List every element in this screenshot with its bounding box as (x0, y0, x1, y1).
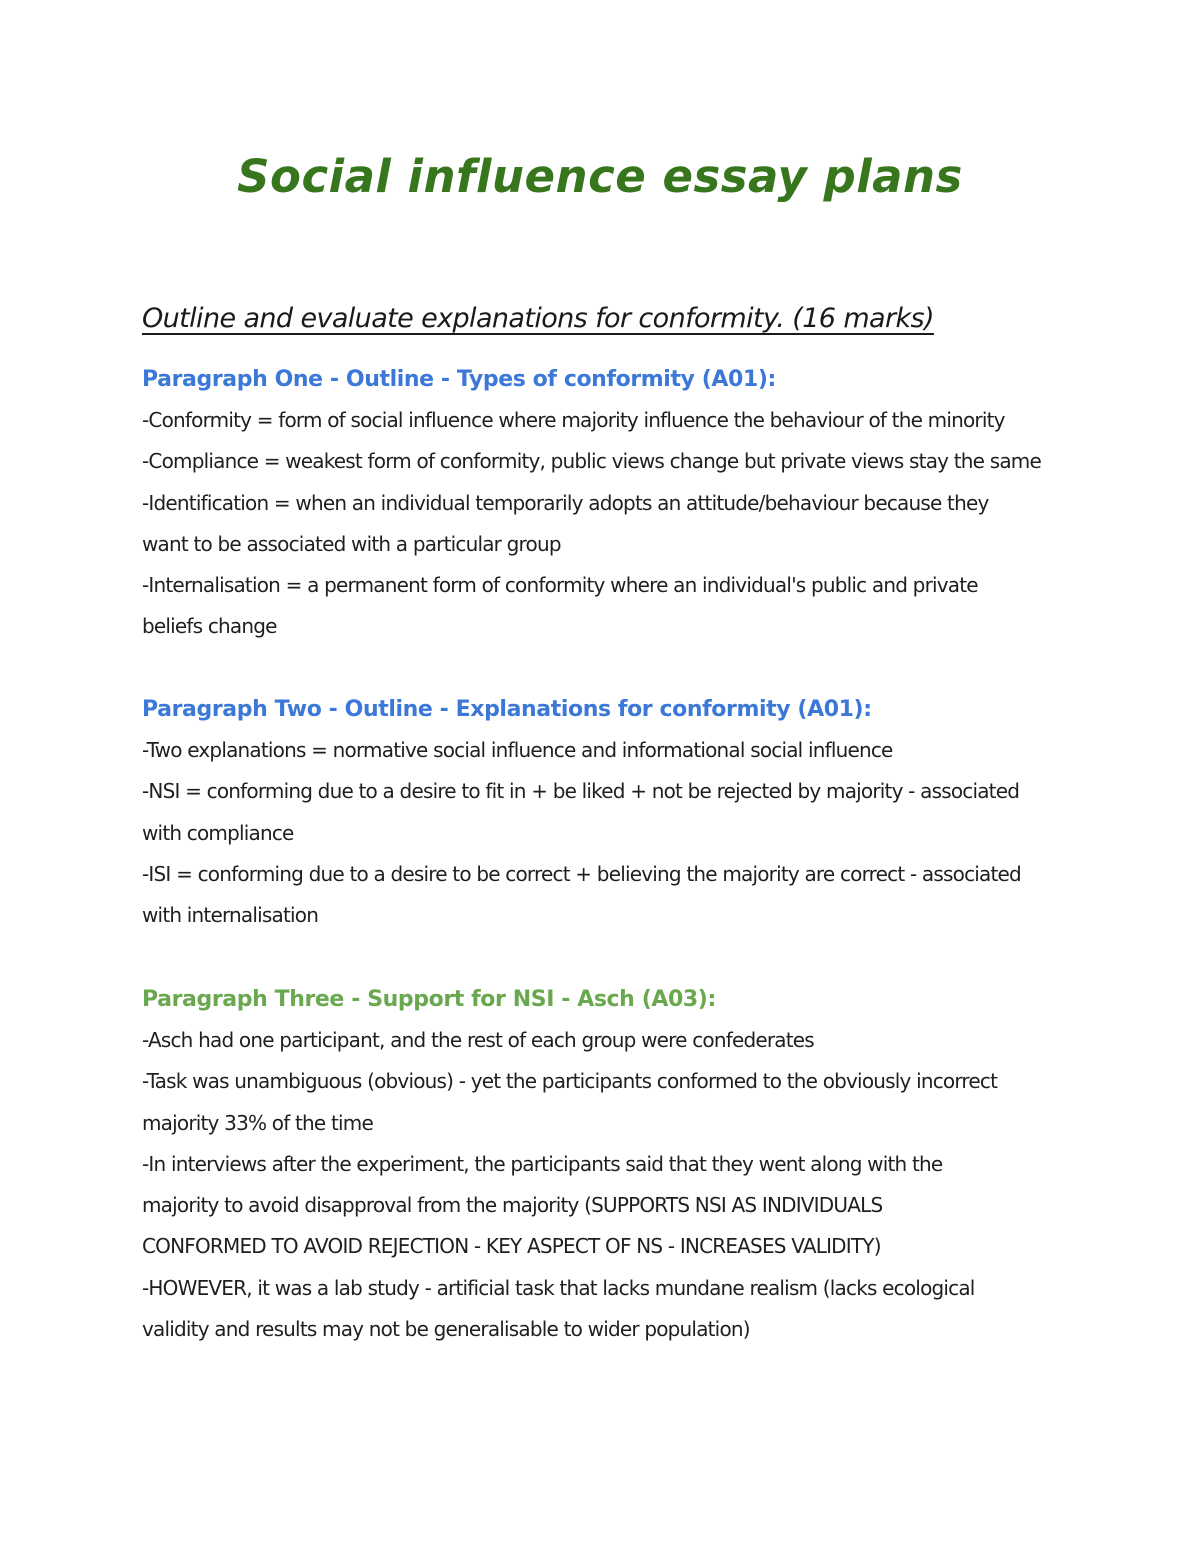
paragraph-one (142, 359, 1062, 648)
page-title: Social influence essay plans (237, 150, 963, 203)
essay-question: Outline and evaluate explanations for conformity. (16 marks) (142, 303, 934, 334)
paragraph-line: -HOWEVER, it was a lab study - artificial task that lacks mundane realism (lacks ecological (142, 1275, 975, 1300)
paragraph-line: CONFORMED TO AVOID REJECTION - KEY ASPECT OF NS - INCREASES VALIDITY) (142, 1234, 881, 1259)
paragraph-line: majority 33% of the time (142, 1110, 373, 1135)
paragraph-line: -ISI = conforming due to a desire to be correct + believing the majority are correct - associated (142, 861, 1021, 886)
paragraph-line: -Asch had one participant, and the rest of each group were confederates (142, 1028, 814, 1052)
paragraph-line: -Identification = when an individual temporarily adopts an attitude/behaviour because they (142, 490, 989, 515)
paragraph-line: want to be associated with a particular group (142, 531, 561, 556)
paragraph-line: -NSI = conforming due to a desire to fit in + be liked + not be rejected by majority - associated (142, 779, 1020, 804)
paragraph-heading: Paragraph Three - Support for NSI - Asch (A03): (142, 987, 716, 1012)
paragraph-line: -Task was unambiguous (obvious) - yet the participants conformed to the obviously incorrect (142, 1069, 998, 1094)
paragraph-three (142, 979, 1062, 1350)
paragraph-line: -Internalisation = a permanent form of conformity where an individual's public and private (142, 573, 978, 598)
paragraph-heading: Paragraph Two - Outline - Explanations for conformity (A01): (142, 697, 872, 722)
paragraph-two (142, 689, 1062, 936)
paragraph-line: -Conformity = form of social influence where majority influence the behaviour of the minority (142, 408, 1005, 432)
paragraph-line: beliefs change (142, 614, 277, 639)
paragraph-line: majority to avoid disapproval from the majority (SUPPORTS NSI AS INDIVIDUALS (142, 1193, 883, 1218)
paragraph-line: -Compliance = weakest form of conformity, public views change but private views stay the same (142, 449, 1041, 474)
paragraph-line: validity and results may not be generalisable to wider population) (142, 1317, 750, 1342)
paragraph-line: with compliance (142, 820, 294, 845)
paragraph-line: -Two explanations = normative social influence and informational social influence (142, 738, 893, 762)
paragraph-heading: Paragraph One - Outline - Types of conformity (A01): (142, 367, 776, 392)
paragraph-line: -In interviews after the experiment, the participants said that they went along with the (142, 1151, 943, 1176)
paragraph-line: with internalisation (142, 903, 319, 928)
